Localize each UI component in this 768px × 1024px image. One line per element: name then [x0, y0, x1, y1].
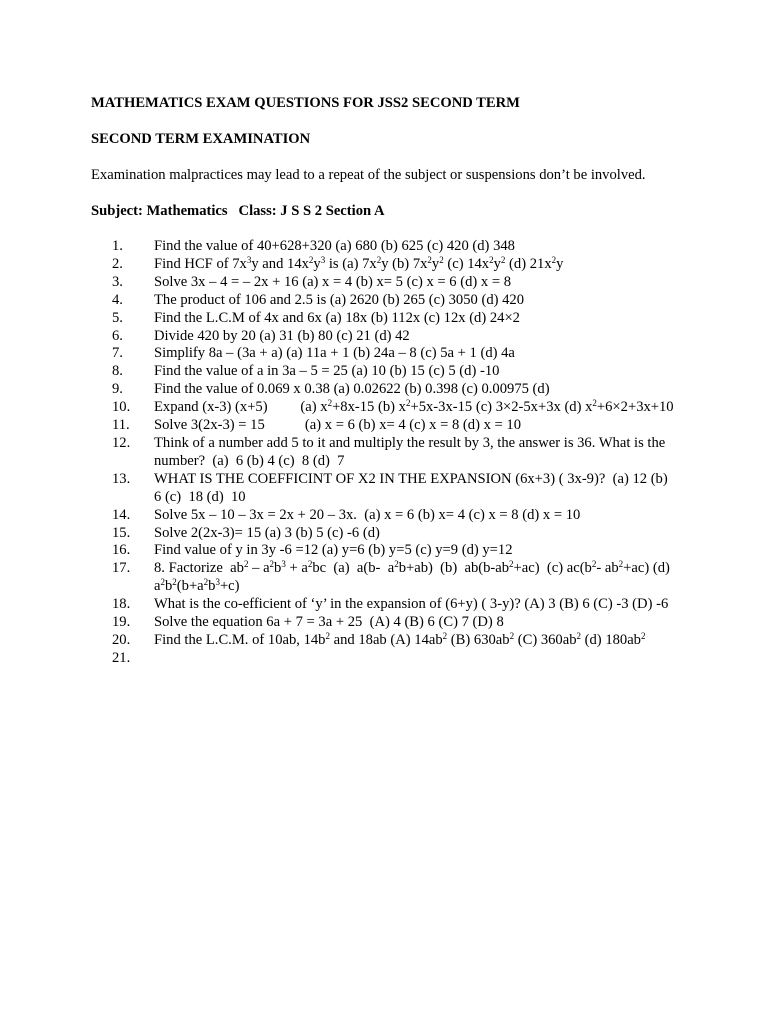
- question-item: [0, 292, 768, 310]
- question-text: Solve 3x – 4 = – 2x + 16 (a) x = 4 (b) x= 5 (c) x = 6 (d) x = 8: [154, 273, 512, 290]
- question-number: 1.: [112, 238, 123, 254]
- question-text: 8. Factorize $ab^2 - a^2b^3 + a^2bc$ (a) a(b- $a^2b+ab$) (b) $ab(b-ab^2+ac)$ (c) $ac(b^2-$ $ab^2+ac$) (d) $a^2b^2(b+a^2b^3+c)$: [154, 559, 670, 595]
- question-text: Find the L.C.M. of 10ab, $14b^2$ and 18ab (A) $14ab^2$ (B) $630ab^2$ (C) $360ab^2$ (d) $180ab^2$: [154, 630, 646, 648]
- question-number: 4.: [112, 291, 123, 308]
- question-text: Find the L.C.M of 4x and 6x (a) 18x (b) 112x (c) 12x (d) 24×2: [154, 309, 520, 326]
- question-number: 9.: [112, 381, 123, 398]
- question-item: [0, 542, 768, 560]
- question-number: 11.: [112, 417, 130, 434]
- question-item: [0, 399, 768, 417]
- question-text: Solve the equation 6a + 7 = 3a + 25 (A) 4 (B) 6 (C) 7 (D) 8: [154, 614, 504, 631]
- question-item: [0, 614, 768, 632]
- question-item: [0, 310, 768, 328]
- question-text: Find value of y in 3y -6 =12 (a) y=6 (b) y=5 (c) y=9 (d) y=12: [154, 542, 513, 559]
- question-number: 18.: [112, 596, 131, 613]
- question-number: 12.: [112, 434, 131, 451]
- question-item: [0, 435, 768, 471]
- question-item: [0, 596, 768, 614]
- question-item: [0, 471, 768, 507]
- question-text: Find the value of 40+628+320 (a) 680 (b) 625 (c) 420 (d) 348: [154, 238, 515, 254]
- question-text: Divide 420 by 20 (a) 31 (b) 80 (c) 21 (d) 42: [154, 327, 410, 344]
- question-number: 13.: [112, 470, 131, 487]
- question-number: 17.: [112, 560, 131, 577]
- question-number: 7.: [112, 345, 123, 362]
- question-item: [0, 256, 768, 274]
- question-item: [0, 650, 768, 668]
- question-item: [0, 345, 768, 363]
- question-number: 8.: [112, 363, 123, 380]
- malpractice-notice: Examination malpractices may lead to a repeat of the subject or suspensions don’t be involved.: [91, 167, 646, 183]
- question-number: 3.: [112, 273, 123, 290]
- question-text: Find the value of a in 3a – 5 = 25 (a) 10 (b) 15 (c) 5 (d) -10: [154, 363, 500, 380]
- question-text: What is the co-efficient of ‘y’ in the expansion of (6+y) ( 3-y)? (A) 3 (B) 6 (C) -3 (D) -6: [154, 596, 669, 613]
- question-item: [0, 560, 768, 596]
- document-title: MATHEMATICS EXAM QUESTIONS FOR JSS2 SECOND TERM: [91, 95, 520, 111]
- question-item: [0, 328, 768, 346]
- question-text: Find HCF of $7x^3y$ and $14x^2y^3$ is (a) $7x^2y$ (b) $7x^2y^2$ (c) $14x^2y^2$ (d) $21x^2y$: [154, 254, 564, 272]
- question-item: [0, 274, 768, 292]
- question-text: [154, 650, 674, 668]
- document-subtitle: SECOND TERM EXAMINATION: [91, 131, 311, 147]
- question-item: [0, 238, 768, 256]
- question-text: Expand (x-3) (x+5) (a) $x^2+8x-15$ (b) $x^2+5x-3x-15$ (c) 3×2-5x+3x (d) $x^2+6\times 2+3x+10$: [154, 398, 674, 416]
- question-text: Solve 2(2x-3)= 15 (a) 3 (b) 5 (c) -6 (d): [154, 524, 380, 541]
- question-number: 16.: [112, 542, 131, 559]
- question-text: Solve 5x – 10 – 3x = 2x + 20 – 3x. (a) x = 6 (b) x= 4 (c) x = 8 (d) x = 10: [154, 506, 581, 523]
- question-list: [0, 238, 768, 668]
- question-number: 20.: [112, 631, 131, 648]
- question-number: 15.: [112, 524, 131, 541]
- subject-class-line: Subject: Mathematics Class: J S S 2 Section A: [91, 203, 385, 219]
- question-number: 2.: [112, 255, 123, 272]
- question-number: 19.: [112, 614, 131, 631]
- question-item: [0, 632, 768, 650]
- question-number: 21.: [112, 649, 131, 666]
- question-text: Think of a number add 5 to it and multiply the result by 3, the answer is 36. What is the number? (a) 6 (b) 4 (c) 8 (d) 7: [154, 434, 666, 469]
- question-number: 10.: [112, 399, 131, 416]
- question-text: Solve 3(2x-3) = 15 (a) x = 6 (b) x= 4 (c) x = 8 (d) x = 10: [154, 417, 522, 434]
- question-text: The product of 106 and 2.5 is (a) 2620 (b) 265 (c) 3050 (d) 420: [154, 291, 525, 308]
- question-text: Find the value of 0.069 x 0.38 (a) 0.02622 (b) 0.398 (c) 0.00975 (d): [154, 381, 550, 398]
- question-number: 14.: [112, 506, 131, 523]
- question-number: 5.: [112, 309, 123, 326]
- question-item: [0, 363, 768, 381]
- question-number: 6.: [112, 327, 123, 344]
- question-item: [0, 525, 768, 543]
- question-text: WHAT IS THE COEFFICINT OF X2 IN THE EXPANSION (6x+3) ( 3x-9)? (a) 12 (b) 6 (c) 18 (d) 10: [154, 470, 672, 505]
- question-item: [0, 507, 768, 525]
- question-item: [0, 381, 768, 399]
- question-item: [0, 417, 768, 435]
- question-text: Simplify 8a – (3a + a) (a) 11a + 1 (b) 24a – 8 (c) 5a + 1 (d) 4a: [154, 345, 515, 362]
